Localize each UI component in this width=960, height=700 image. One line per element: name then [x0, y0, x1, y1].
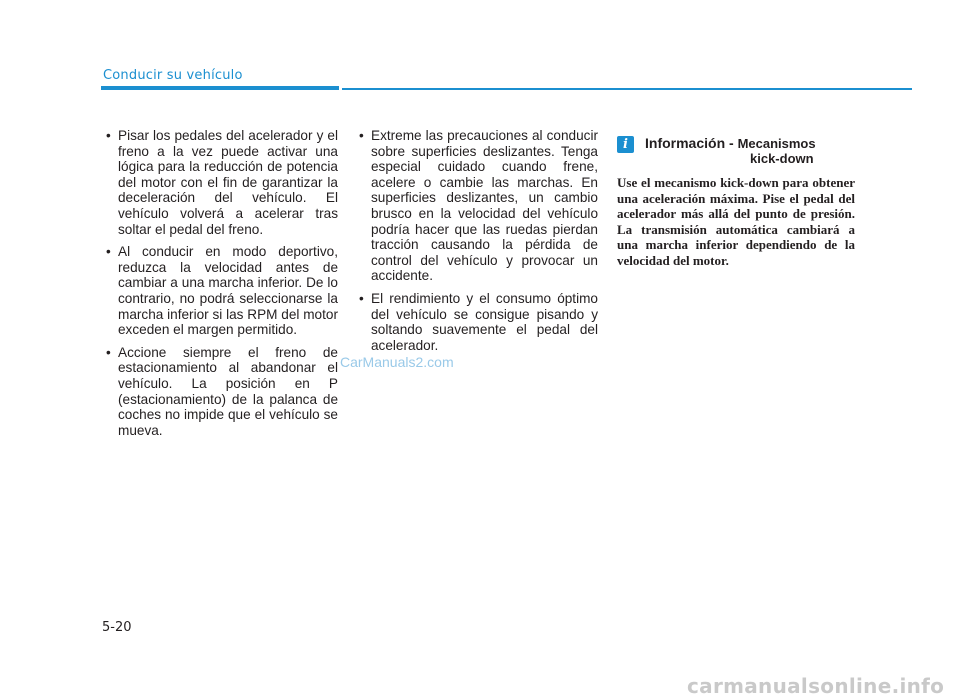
bullet-item: • Extreme las precauciones al conducir sobre superficies deslizantes. Tenga especial cuidado cuando frene, acelere o cambie las marchas. En superficies deslizantes, un cambio brusco en la velocidad del vehículo podría hacer que las ruedas pierdan tracción causando la pérdida de control del vehículo y provocar un accidente.: [356, 128, 598, 284]
bullet-item: • Accione siempre el freno de estacionamiento al abandonar el vehículo. La posición en P (estacionamiento) de la palanca de coches no impide que el vehículo se mueva.: [103, 345, 338, 439]
header-rule-thin: [342, 88, 912, 90]
info-i-icon: i: [617, 136, 634, 153]
info-title-label: Información -: [645, 135, 734, 151]
text-column-left: [103, 128, 338, 445]
page-number: 5-20: [102, 620, 132, 635]
footer-watermark: carmanualsonline.info: [687, 674, 945, 698]
info-subtitle-1: Mecanismos: [737, 136, 816, 151]
info-header: [617, 134, 855, 168]
header-rule-thick: [101, 86, 339, 90]
info-title: [645, 135, 816, 151]
bullet-list: [103, 128, 338, 438]
text-column-middle: [356, 128, 598, 360]
bullet-item: • El rendimiento y el consumo óptimo del vehículo se consigue pisando y soltando suavemente el pedal del acelerador.: [356, 291, 598, 353]
info-body: Use el mecanismo kick-down para obtener una aceleración máxima. Pise el pedal del acelerador más allá del punto de presión. La transmisión automática cambiará a una marcha inferior dependiendo de la velocidad del motor.: [617, 175, 855, 268]
info-subtitle-2: kick-down: [750, 151, 814, 166]
bullet-item: • Al conducir en modo deportivo, reduzca la velocidad antes de cambiar a una marcha inferior. De lo contrario, no podrá seleccionarse la marcha inferior si las RPM del motor exceden el margen permitido.: [103, 244, 338, 338]
bullet-item: • Pisar los pedales del acelerador y el freno a la vez puede activar una lógica para la reducción de potencia del motor con el fin de garantizar la deceleración del vehículo. El vehículo volverá a acelerar tras soltar el pedal del freno.: [103, 128, 338, 237]
section-title: Conducir su vehículo: [103, 68, 243, 83]
bullet-list: [356, 128, 598, 353]
watermark: CarManuals2.com: [340, 354, 454, 370]
info-box: [617, 134, 855, 269]
